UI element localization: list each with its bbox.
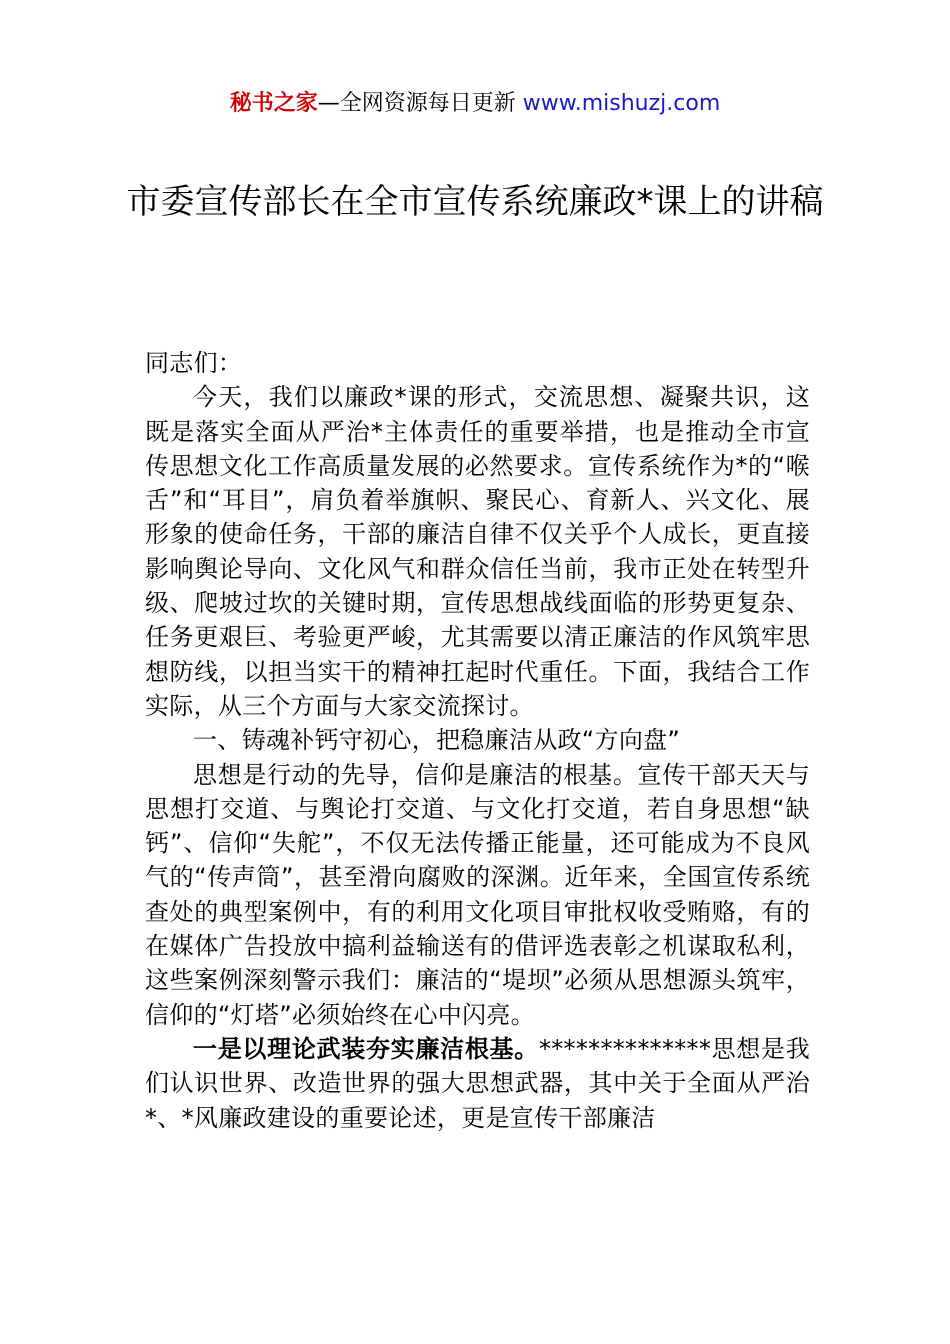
point-1-lead: 一是以理论武装夯实廉洁根基。 <box>193 1034 539 1063</box>
paragraph-section-1: 思想是行动的先导，信仰是廉洁的根基。宣传干部天天与思想打交道、与舆论打交道、与文化打交道，若自身思想“缺钙”、信仰“失舵”，不仅无法传播正能量，还可能成为不良风气的“传声筒”，甚至滑向腐败的深渊。近年来，全国宣传系统查处的典型案例中，有的利用文化项目审批权收受贿赂，有的在媒体广告投放中搞利益输送有的借评选表彰之机谋取私利，这些案例深刻警示我们：廉洁的“堤坝”必须从思想源头筑牢，信仰的“灯塔”必须始终在心中闪亮。 <box>145 760 810 1029</box>
banner-tagline: —全网资源每日更新 <box>317 91 523 116</box>
document-body <box>145 346 810 1135</box>
salutation: 同志们： <box>145 349 243 377</box>
site-banner <box>0 88 950 120</box>
banner-url[interactable]: www.mishuzj.com <box>522 91 721 116</box>
section-heading-1: 一、铸魂补钙守初心，把稳廉洁从政“方向盘” <box>193 726 681 755</box>
document-title: 市委宣传部长在全市宣传系统廉政*课上的讲稿 <box>126 182 824 222</box>
paragraph-intro: 今天，我们以廉政*课的形式，交流思想、凝聚共识，这既是落实全面从严治*主体责任的重要举措，也是推动全市宣传思想文化工作高质量发展的必然要求。宣传系统作为*的“喉舌”和“耳目”，肩负着举旗帜、聚民心、育新人、兴文化、展形象的使命任务，干部的廉洁自律不仅关乎个人成长，更直接影响舆论导向、文化风气和群众信任当前，我市正处在转型升级、爬坡过坎的关键时期，宣传思想战线面临的形势更复杂、任务更艰巨、考验更严峻，尤其需要以清正廉洁的作风筑牢思想防线，以担当实干的精神扛起时代重任。下面，我结合工作实际，从三个方面与大家交流探讨。 <box>145 383 810 720</box>
point-1-text: **************思想是我们认识世界、改造世界的强大思想武器，其中关于全面从严治*、*风廉政建设的重要论述，更是宣传干部廉洁 <box>145 1034 810 1132</box>
banner-brand: 秘书之家 <box>229 91 318 116</box>
paragraph-point-1 <box>145 1032 810 1135</box>
